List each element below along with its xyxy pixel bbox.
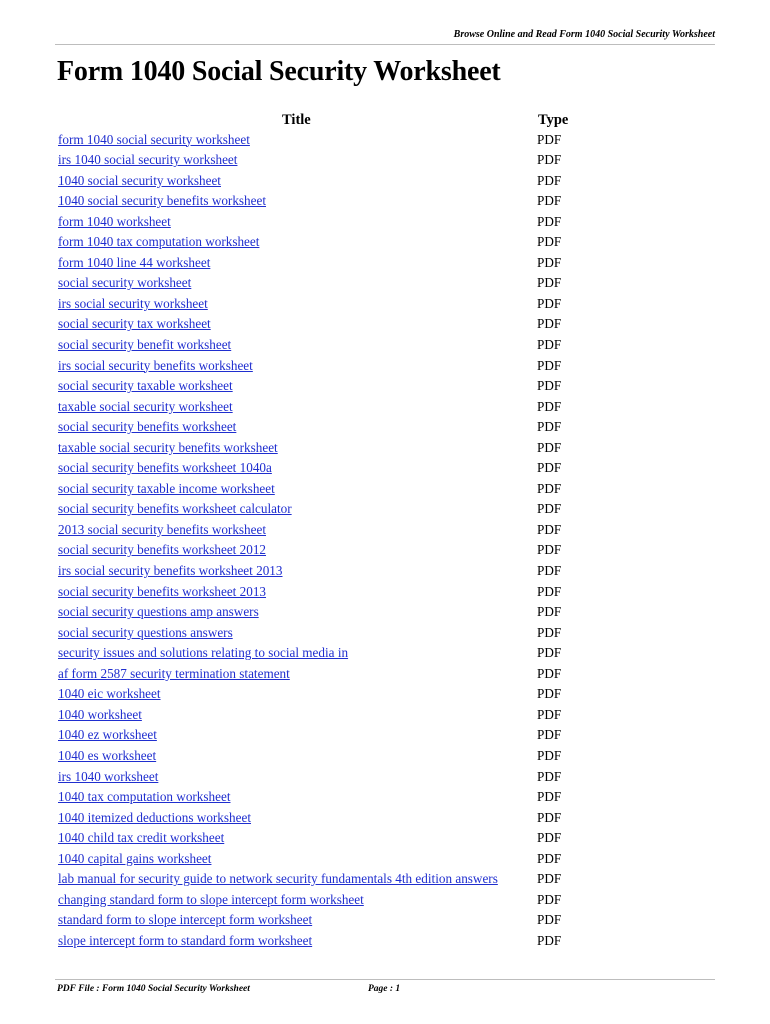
column-header-type: Type — [538, 112, 569, 128]
document-type: PDF — [537, 789, 562, 805]
document-type: PDF — [537, 295, 562, 311]
document-type: PDF — [537, 542, 562, 558]
table-row — [58, 582, 598, 603]
footer-page-number: Page : 1 — [368, 984, 401, 994]
document-type: PDF — [537, 378, 562, 394]
table-row — [58, 212, 598, 233]
table-row — [58, 788, 598, 809]
document-type: PDF — [537, 727, 562, 743]
document-type: PDF — [537, 521, 562, 537]
document-title-link[interactable]: form 1040 worksheet — [58, 213, 171, 229]
page-title: Form 1040 Social Security Worksheet — [57, 56, 501, 87]
table-row — [58, 808, 598, 829]
document-title-link[interactable]: irs 1040 worksheet — [58, 768, 159, 784]
table-row — [58, 726, 598, 747]
document-type: PDF — [537, 891, 562, 907]
table-row — [58, 561, 598, 582]
document-type: PDF — [537, 768, 562, 784]
document-title-link[interactable]: social security benefits worksheet 1040a — [58, 460, 272, 476]
document-type: PDF — [537, 830, 562, 846]
document-title-link[interactable]: taxable social security worksheet — [58, 398, 233, 414]
document-title-link[interactable]: 1040 social security worksheet — [58, 172, 221, 188]
document-title-link[interactable]: slope intercept form to standard form worksheet — [58, 932, 313, 948]
table-row — [58, 377, 598, 398]
table-row — [58, 520, 598, 541]
document-title-link[interactable]: taxable social security benefits worksheet — [58, 439, 278, 455]
document-type: PDF — [537, 912, 562, 928]
document-title-link[interactable]: social security tax worksheet — [58, 316, 211, 332]
table-row — [58, 644, 598, 665]
table-row — [58, 767, 598, 788]
table-row — [58, 335, 598, 356]
document-title-link[interactable]: form 1040 social security worksheet — [58, 131, 250, 147]
document-type: PDF — [537, 747, 562, 763]
document-title-link[interactable]: social security questions amp answers — [58, 604, 259, 620]
document-type: PDF — [537, 809, 562, 825]
document-title-link[interactable]: 1040 social security benefits worksheet — [58, 193, 267, 209]
document-title-link[interactable]: irs social security benefits worksheet 2013 — [58, 563, 283, 579]
table-row — [58, 664, 598, 685]
table-row — [58, 849, 598, 870]
document-type: PDF — [537, 501, 562, 517]
document-type: PDF — [537, 398, 562, 414]
document-title-link[interactable]: 2013 social security benefits worksheet — [58, 521, 267, 537]
document-title-link[interactable]: 1040 es worksheet — [58, 747, 157, 763]
table-row — [58, 459, 598, 480]
document-type: PDF — [537, 850, 562, 866]
table-row — [58, 705, 598, 726]
table-row — [58, 870, 598, 891]
table-row — [58, 130, 598, 151]
document-title-link[interactable]: social security benefits worksheet 2012 — [58, 542, 267, 558]
footer-file-label: PDF File : Form 1040 Social Security Worksheet — [57, 984, 250, 994]
document-title-link[interactable]: social security taxable worksheet — [58, 378, 233, 394]
table-row — [58, 294, 598, 315]
column-header-title: Title — [282, 112, 311, 128]
table-row — [58, 356, 598, 377]
document-type: PDF — [537, 460, 562, 476]
document-type: PDF — [537, 172, 562, 188]
table-row — [58, 171, 598, 192]
table-row — [58, 438, 598, 459]
document-type: PDF — [537, 932, 562, 948]
document-title-link[interactable]: 1040 capital gains worksheet — [58, 850, 212, 866]
document-title-link[interactable]: irs social security worksheet — [58, 295, 208, 311]
document-title-link[interactable]: social security benefits worksheet — [58, 419, 237, 435]
document-type: PDF — [537, 152, 562, 168]
table-row — [58, 500, 598, 521]
table-row — [58, 541, 598, 562]
table-row — [58, 418, 598, 439]
document-title-link[interactable]: 1040 child tax credit worksheet — [58, 830, 225, 846]
document-title-link[interactable]: social security questions answers — [58, 624, 233, 640]
document-type: PDF — [537, 583, 562, 599]
document-title-link[interactable]: social security benefits worksheet calculator — [58, 501, 292, 517]
document-type: PDF — [537, 686, 562, 702]
table-row — [58, 603, 598, 624]
document-type: PDF — [537, 439, 562, 455]
document-title-link[interactable]: form 1040 tax computation worksheet — [58, 234, 260, 250]
document-title-link[interactable]: 1040 worksheet — [58, 706, 142, 722]
document-type: PDF — [537, 645, 562, 661]
document-type: PDF — [537, 337, 562, 353]
table-row — [58, 151, 598, 172]
table-row — [58, 253, 598, 274]
document-title-link[interactable]: changing standard form to slope intercept form worksheet — [58, 891, 364, 907]
document-type: PDF — [537, 419, 562, 435]
document-title-link[interactable]: security issues and solutions relating to social media in — [58, 645, 349, 661]
table-row — [58, 623, 598, 644]
document-type: PDF — [537, 871, 562, 887]
table-row — [58, 746, 598, 767]
document-title-link[interactable]: 1040 ez worksheet — [58, 727, 157, 743]
document-type: PDF — [537, 193, 562, 209]
table-row — [58, 479, 598, 500]
document-type: PDF — [537, 480, 562, 496]
table-row — [58, 192, 598, 213]
table-row — [58, 233, 598, 254]
document-title-link[interactable]: lab manual for security guide to network security fundamentals 4th edition answers — [58, 871, 498, 887]
table-row — [58, 685, 598, 706]
document-title-link[interactable]: social security benefits worksheet 2013 — [58, 583, 267, 599]
document-title-link[interactable]: social security benefit worksheet — [58, 337, 232, 353]
document-type: PDF — [537, 604, 562, 620]
document-title-link[interactable]: social security worksheet — [58, 275, 192, 291]
table-row — [58, 274, 598, 295]
document-title-link[interactable]: irs social security benefits worksheet — [58, 357, 253, 373]
document-list — [58, 130, 598, 952]
header-divider — [55, 44, 715, 45]
document-type: PDF — [537, 316, 562, 332]
document-type: PDF — [537, 706, 562, 722]
table-row — [58, 911, 598, 932]
document-type: PDF — [537, 131, 562, 147]
document-title-link[interactable]: 1040 eic worksheet — [58, 686, 161, 702]
table-row — [58, 829, 598, 850]
table-row — [58, 890, 598, 911]
document-title-link[interactable]: 1040 tax computation worksheet — [58, 789, 231, 805]
document-type: PDF — [537, 275, 562, 291]
document-type: PDF — [537, 357, 562, 373]
document-type: PDF — [537, 234, 562, 250]
document-type: PDF — [537, 563, 562, 579]
document-title-link[interactable]: form 1040 line 44 worksheet — [58, 254, 211, 270]
document-title-link[interactable]: standard form to slope intercept form worksheet — [58, 912, 313, 928]
document-title-link[interactable]: af form 2587 security termination statement — [58, 665, 290, 681]
table-row — [58, 397, 598, 418]
footer-divider — [55, 979, 715, 980]
table-row — [58, 931, 598, 952]
page-header-text: Browse Online and Read Form 1040 Social Security Worksheet — [453, 29, 715, 40]
table-row — [58, 315, 598, 336]
document-type: PDF — [537, 624, 562, 640]
document-type: PDF — [537, 665, 562, 681]
document-title-link[interactable]: social security taxable income worksheet — [58, 480, 275, 496]
document-type: PDF — [537, 213, 562, 229]
document-type: PDF — [537, 254, 562, 270]
document-title-link[interactable]: irs 1040 social security worksheet — [58, 152, 238, 168]
document-title-link[interactable]: 1040 itemized deductions worksheet — [58, 809, 252, 825]
